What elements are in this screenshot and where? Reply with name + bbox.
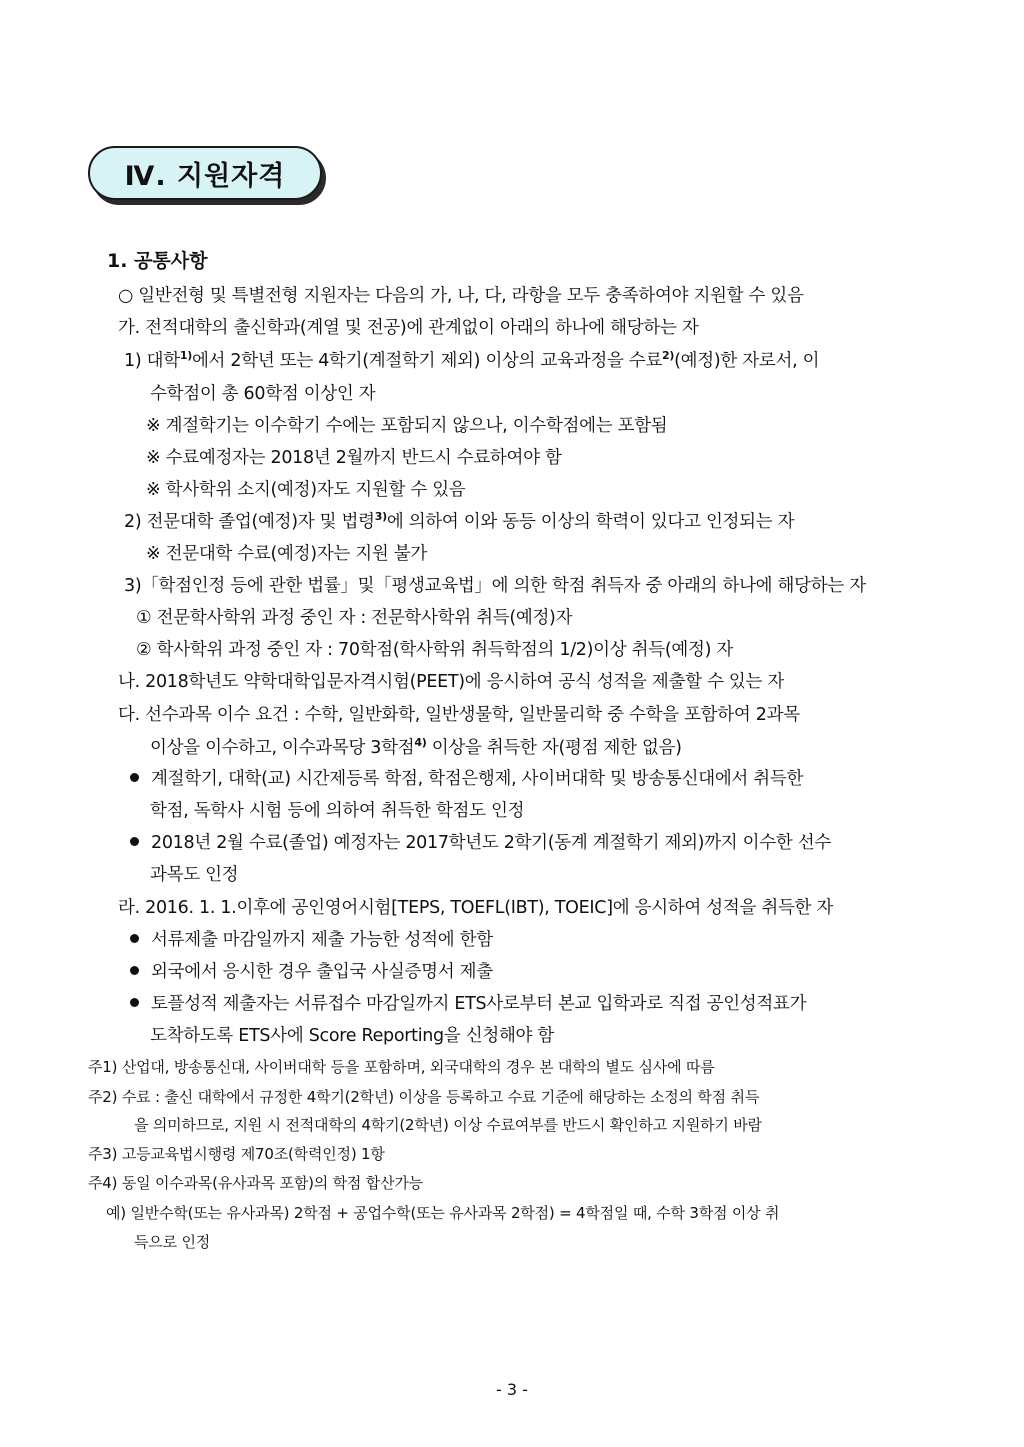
item-da-bullet-2	[130, 831, 831, 855]
section-heading: 1. 공통사항	[107, 250, 208, 272]
item-ga-2-text-a: 2) 전문대학 졸업(예정)자 및 법령	[124, 512, 375, 532]
footnote-4: 주4) 동일 이수과목(유사과목 포함)의 학점 합산가능	[88, 1174, 423, 1192]
bullet-icon	[130, 837, 139, 846]
bullet-icon	[130, 773, 139, 782]
item-ga-3-option-1: ① 전문학사학위 과정 중인 자 : 전문학사학위 취득(예정)자	[136, 608, 573, 628]
item-da-bullet-2-text: 2018년 2월 수료(졸업) 예정자는 2017학년도 2학기(동계 계절학기 제외)까지 이수한 선수	[151, 833, 831, 853]
bullet-icon	[130, 934, 139, 943]
item-ra: 라. 2016. 1. 1.이후에 공인영어시험[TEPS, TOEFL(IBT), TOEIC]에 응시하여 성적을 취득한 자	[118, 898, 834, 918]
item-ga-3-option-2: ② 학사학위 과정 중인 자 : 70학점(학사학위 취득학점의 1/2)이상 취득(예정) 자	[136, 640, 733, 660]
item-ga-2-note: ※ 전문대학 수료(예정)자는 지원 불가	[146, 544, 427, 564]
footnote-2: 주2) 수료 : 출신 대학에서 규정한 4학기(2학년) 이상을 등록하고 수료 기준에 해당하는 소정의 학점 취득	[88, 1088, 760, 1106]
item-ga-3: 3)「학점인정 등에 관한 법률」및「평생교육법」에 의한 학점 취득자 중 아래의 하나에 해당하는 자	[124, 576, 866, 596]
item-ra-bullet-3-text: 토플성적 제출자는 서류접수 마감일까지 ETS사로부터 본교 입학과로 직접 공인성적표가	[151, 994, 807, 1014]
item-da-bullet-1-text: 계절학기, 대학(교) 시간제등록 학점, 학점은행제, 사이버대학 및 방송통신대에서 취득한	[151, 769, 804, 789]
footnote-example-continuation: 득으로 인정	[134, 1233, 211, 1251]
item-ra-bullet-3	[130, 992, 806, 1016]
item-ra-bullet-2-text: 외국에서 응시한 경우 출입국 사실증명서 제출	[151, 962, 493, 982]
footnote-3: 주3) 고등교육법시행령 제70조(학력인정) 1항	[88, 1145, 385, 1163]
item-ra-bullet-2	[130, 960, 493, 984]
item-ra-bullet-1-text: 서류제출 마감일까지 제출 가능한 성적에 한함	[151, 930, 493, 950]
item-da: 다. 선수과목 이수 요건 : 수학, 일반화학, 일반생물학, 일반물리학 중 수학을 포함하여 2과목	[118, 705, 800, 725]
item-ga-2-text-b: 에 의하여 이와 동등 이상의 학력이 있다고 인정되는 자	[386, 512, 795, 532]
item-ga-1-text-c: (예정)한 자로서, 이	[674, 351, 820, 371]
page-number: - 3 -	[496, 1380, 528, 1399]
footnote-example: 예) 일반수학(또는 유사과목) 2학점 + 공업수학(또는 유사과목 2학점) = 4학점일 때, 수학 3학점 이상 취	[106, 1204, 780, 1222]
footnote-ref-1: 1)	[179, 349, 192, 363]
bullet-icon	[130, 998, 139, 1007]
item-ra-bullet-1	[130, 928, 493, 952]
item-ga-1-note-2: ※ 수료예정자는 2018년 2월까지 반드시 수료하여야 함	[146, 448, 562, 468]
footnote-ref-4: 4)	[414, 736, 427, 750]
item-da-cont-text-a: 이상을 이수하고, 이수과목당 3학점	[150, 738, 415, 758]
item-ga-1-text-b: 에서 2학년 또는 4학기(계절학기 제외) 이상의 교육과정을 수료	[191, 351, 663, 371]
chapter-title-box	[88, 146, 322, 200]
footnote-1: 주1) 산업대, 방송통신대, 사이버대학 등을 포함하며, 외국대학의 경우 본 대학의 별도 심사에 따름	[88, 1058, 715, 1076]
intro-line: ○ 일반전형 및 특별전형 지원자는 다음의 가, 나, 다, 라항을 모두 충족하여야 지원할 수 있음	[118, 286, 804, 306]
item-ga-1-text-a: 1) 대학	[124, 351, 180, 371]
item-ga-1-note-3: ※ 학사학위 소지(예정)자도 지원할 수 있음	[146, 480, 466, 500]
item-da-bullet-2-continuation: 과목도 인정	[150, 865, 239, 885]
item-na: 나. 2018학년도 약학대학입문자격시험(PEET)에 응시하여 공식 성적을 제출할 수 있는 자	[118, 672, 784, 692]
item-da-bullet-1	[130, 767, 803, 791]
footnote-ref-2: 2)	[662, 349, 675, 363]
item-ga-2	[124, 510, 794, 534]
item-ga: 가. 전적대학의 출신학과(계열 및 전공)에 관계없이 아래의 하나에 해당하는 자	[118, 318, 699, 338]
item-ga-1	[124, 349, 819, 373]
item-ga-1-note-1: ※ 계절학기는 이수학기 수에는 포함되지 않으나, 이수학점에는 포함됨	[146, 416, 668, 436]
item-da-cont-text-b: 이상을 취득한 자(평점 제한 없음)	[426, 738, 682, 758]
footnote-ref-3: 3)	[374, 510, 387, 524]
item-da-bullet-1-continuation: 학점, 독학사 시험 등에 의하여 취득한 학점도 인정	[150, 801, 525, 821]
footnote-2-continuation: 을 의미하므로, 지원 시 전적대학의 4학기(2학년) 이상 수료여부를 반드시 확인하고 지원하기 바람	[134, 1116, 762, 1134]
item-da-continuation	[150, 736, 682, 760]
item-ga-1-continuation: 수학점이 총 60학점 이상인 자	[150, 384, 376, 404]
chapter-title: Ⅳ. 지원자격	[124, 160, 286, 192]
bullet-icon	[130, 966, 139, 975]
item-ra-bullet-3-continuation: 도착하도록 ETS사에 Score Reporting을 신청해야 함	[150, 1026, 555, 1046]
